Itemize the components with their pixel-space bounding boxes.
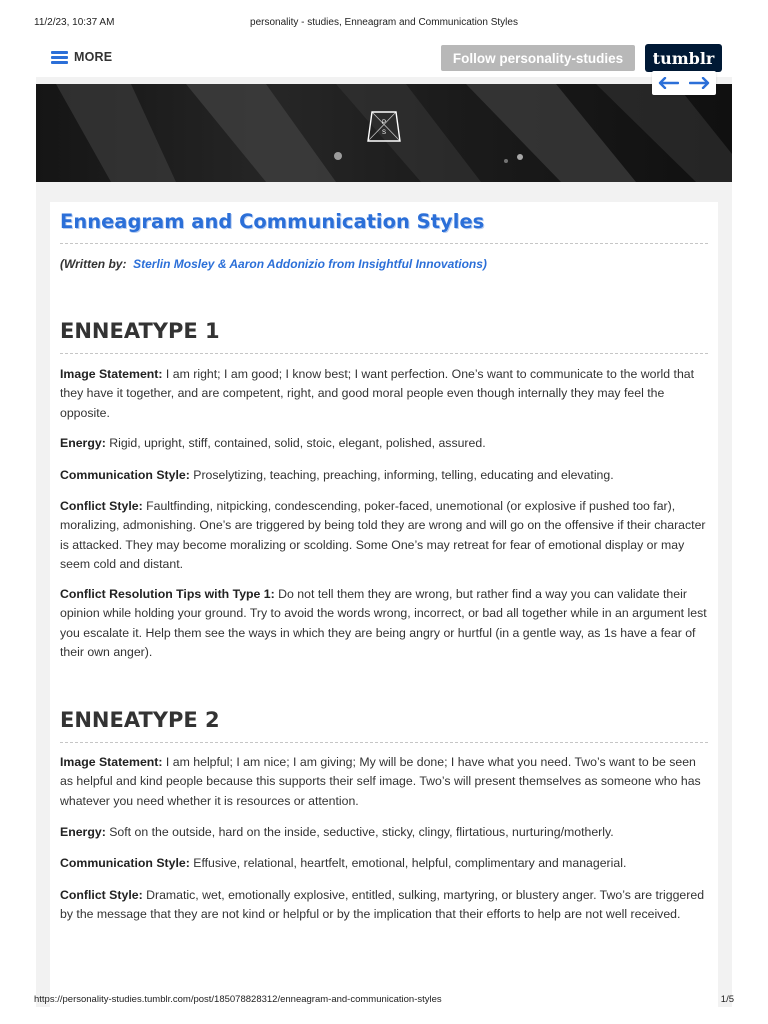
- section-heading-type2: ENNEATYPE 2: [60, 708, 220, 732]
- post-byline: [60, 257, 487, 271]
- type1-image-statement: [60, 365, 708, 423]
- para-text: Do not tell them they are wrong, but rather find a way you can validate their opinion while holding your ground. Try to avoid the words wrong, incorrect, or bad all together while in an argument lest you escalate it. Help them see the ways in which they are being angry or hurtful (in a gentle way, as 1s have a fear of their own anger).: [60, 587, 707, 660]
- type2-energy: [60, 823, 708, 842]
- blog-logo-icon: [367, 109, 401, 147]
- para-text: Effusive, relational, heartfelt, emotional, helpful, complimentary and managerial.: [189, 856, 627, 870]
- para-label: Conflict Style:: [60, 888, 143, 902]
- post-navigation: [652, 71, 716, 95]
- more-menu-button[interactable]: [51, 47, 112, 67]
- para-label: Communication Style:: [60, 856, 190, 870]
- para-label: Conflict Style:: [60, 499, 143, 513]
- type2-communication-style: [60, 854, 708, 873]
- para-text: Proselytizing, teaching, preaching, informing, telling, educating and elevating.: [189, 468, 614, 482]
- logo-letter-p: P: [381, 120, 387, 126]
- more-label: MORE: [74, 50, 113, 64]
- follow-button[interactable]: Follow personality-studies: [441, 45, 635, 71]
- para-text: I am helpful; I am nice; I am giving; My will be done; I have what you need. Two’s want to be seen as helpful and kind people because this supports their self image. Two’s will present themselves as someone who has whatever you need whether it is resources or attention.: [60, 755, 701, 808]
- para-label: Conflict Resolution Tips with Type 1:: [60, 587, 275, 601]
- type2-conflict-style: [60, 886, 708, 925]
- print-footer: [34, 994, 734, 1006]
- print-timestamp: 11/2/23, 10:37 AM: [34, 17, 115, 28]
- header-banner: [36, 84, 732, 182]
- print-url: https://personality-studies.tumblr.com/post/185078828312/enneagram-and-communication-styles: [34, 994, 442, 1005]
- para-label: Energy:: [60, 436, 106, 450]
- para-label: Image Statement:: [60, 755, 163, 769]
- blog-topbar: [36, 37, 732, 77]
- post-title[interactable]: Enneagram and Communication Styles: [60, 210, 485, 233]
- para-label: Energy:: [60, 825, 106, 839]
- type1-conflict-style: [60, 497, 708, 575]
- para-text: Faultfinding, nitpicking, condescending, poker-faced, unemotional (or explosive if pushed too far), moralizing, admonishing. One’s are triggered by being told they are wrong and will go on the offensive if their character is attacked. They may become moralizing or scolding. Some One’s may retreat for fear of emotional display or may seem cold and distant.: [60, 499, 706, 572]
- byline-prefix: (Written by:: [60, 257, 127, 271]
- type2-image-statement: [60, 753, 708, 811]
- print-page-number: 1/5: [720, 994, 734, 1005]
- section-divider: [60, 353, 708, 354]
- title-divider: [60, 243, 708, 244]
- hamburger-icon: [51, 51, 68, 64]
- arrow-right-icon[interactable]: [689, 77, 711, 89]
- para-text: Rigid, upright, stiff, contained, solid, stoic, elegant, polished, assured.: [105, 436, 486, 450]
- type1-conflict-resolution-tips: [60, 585, 708, 663]
- para-label: Image Statement:: [60, 367, 163, 381]
- section-heading-type1: ENNEATYPE 1: [60, 319, 220, 343]
- tumblr-logo[interactable]: tumblr: [645, 44, 722, 72]
- post-card: [50, 202, 718, 1007]
- print-document-title: personality - studies, Enneagram and Communication Styles: [250, 17, 518, 28]
- type1-energy: [60, 434, 708, 453]
- print-header: [34, 17, 734, 29]
- para-text: Soft on the outside, hard on the inside, seductive, sticky, clingy, flirtatious, nurturing/motherly.: [105, 825, 614, 839]
- logo-letter-s: S: [381, 130, 387, 136]
- arrow-left-icon[interactable]: [657, 77, 679, 89]
- byline-authors-link[interactable]: Sterlin Mosley & Aaron Addonizio from Insightful Innovations): [133, 257, 487, 271]
- para-label: Communication Style:: [60, 468, 190, 482]
- para-text: I am right; I am good; I know best; I want perfection. One’s want to communicate to the world that they have it together, and are competent, right, and good moral people even though internally they may feel the opposite.: [60, 367, 695, 420]
- section-divider: [60, 742, 708, 743]
- para-text: Dramatic, wet, emotionally explosive, entitled, sulking, martyring, or blustery anger. Two’s are triggered by the message that they are not kind or helpful or by the implication that their efforts to help are not well received.: [60, 888, 705, 922]
- type1-communication-style: [60, 466, 708, 485]
